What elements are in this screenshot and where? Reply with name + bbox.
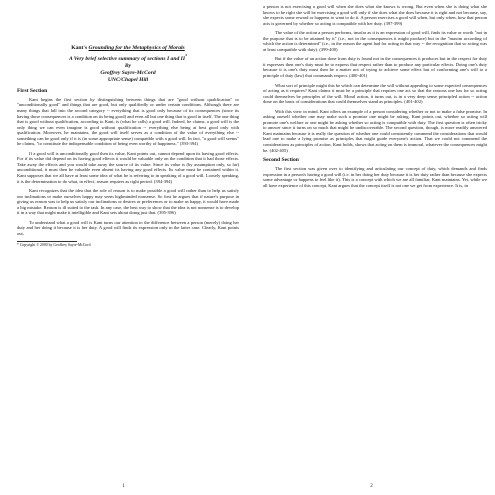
author-affiliation: UNC/Chapel Hill [107,76,149,83]
section-heading-first: First Section [17,87,48,94]
footnote-marker: * [17,243,19,248]
author-name: Geoffrey Sayre-McCord [100,69,156,76]
paragraph: If a good will is unconditionally good then its value, Kant points out, cannot depend upon its having good effects. For if its value did depend on its having good effects it would be valuable only on the condition that it had those effects. Take away the effects and you would take away the source of its value. Since its value is (by assumption only, so far) unconditional, it must then be valuable even absent its having any good effects. Its value must be contained within it. Kant supposes that we all have at least some idea of what he is referring to in speaking of a good will. Loosely speaking, it is the determination to do what, in effect, reason requires as right period. (394-394) [17,150,239,184]
document-subtitle [17,52,239,63]
right-page [248,0,495,495]
right-column [263,4,487,192]
page-number: 1 [122,484,125,489]
title-work: Grounding for the Metaphysics of Morals [88,45,185,51]
paragraph: What sort of principle might this be which can determine the will without appealing to some expected consequences of acting as it requires? Kant claims it must be a principle that requires one act so that the reasons one has for so acting could themselves be principles of the will. Moral action, it turns out, is in a very deep sense principled action -- action done on the basis of considerations that could themselves stand as principles. (401-402) [263,82,487,105]
paragraph: Kant recognizes that the idea that the role of reason is to make possible a good will rather than to help us satisfy our inclinations or make ourselves happy may seem highminded nonsense. So first he argues that if nature's purpose in giving us reason was to help us satisfy our inclinations or desires or preferences or to make us happy, it would have made a big mistake. Reason is ill suited to the task. In any case, the best way to show that the idea is not nonsense is to develop it in a way that might make it intelligible and Kant sets about doing just that. (395-396) [17,188,239,216]
by-line: By [124,62,132,69]
document-title [17,45,239,52]
section-heading-second: Second Section [263,157,299,164]
paragraph: The first section was given over to identifying and articulating our concept of duty, which demands and finds expression in a person's having a good will (i.e. in her doing her duty because it is her duty rather than because she expects some advantage or happens to feel like it). This is a concept with which we are all familiar, Kant maintains. Yet, while we all have experience of this concept, Kant argues that the concept itself is not one we get from experience. It is, in [263,166,487,188]
paragraph: To understand what a good will is Kant turns our attention to the difference between a person (merely) doing her duty and her doing it because it is her duty. A good will finds its expression only in the latter case. Clearly, Kant points out, [17,219,239,236]
paragraph: a person is not exercising a good will when she does what she knows is wrong. But even when she is doing what she knows to be right she will be exercising a good will only if she does what she does because it is right and not because, say, she expects some reward or happens to want to do it. A person exercises a good will when, but only when, how that person acts is governed by whether so acting is compatible with her duty. (397-399) [263,4,487,26]
footnote-marker: * [185,53,188,58]
left-page [0,0,247,495]
title-block [17,45,239,84]
paragraph: With this view in mind, Kant offers an example of a person considering whether or not to make a false promise. In asking oneself whether one may make such a promise one might be asking, Kant points out, whether so acting will promote one's welfare or one might be asking whether so acting is compatible with duty. The first question is often tricky to answer since it turns on so much that might be undiscoverable. The second question, though, is more readily answered Kant maintains because it is really the question of whether one could consistently commend the considerations that would lead one to make a lying promise as principles that might guide everyone's action. That we could not commend the considerations as principles of action, Kant holds, shows that acting on them is immoral, whatever the consequences might be. (402-405) [263,108,487,153]
subtitle-text: A Very brief selective summary of sections I and II [68,55,186,62]
paragraph: But if the value of an action done from duty is found not in the consequences it produces but in the respect for duty it expresses then one's duty must be to express that respect rather than to produce any particular effects. Doing one's duty because it is one's duty must then be a matter not of trying to achieve some effect but of conforming one's will to a principle of duty (law) that commands respect. (400-401) [263,56,487,79]
title-author: Kant's [71,45,88,51]
footnote [17,243,239,248]
page-number: 2 [370,484,373,489]
footnote-text: Copyright © 2000 by Geoffrey Sayre-McCord [19,243,91,248]
paragraph: Kant begins the first section by distinguishing between things that are "good without qualification" or "unconditionally good" and things that are good, but only qualifiedly or under certain conditions. Although there are many things that fall into the second category -- everything that is good only because of its consequences (since its having those consequences is a condition on its being good) and even all but one thing that is good in itself. The one thing that is good without qualification, according to Kant, is (what he calls) a good will. Indeed, he claims, a good will is the only thing we can even imagine is good without qualification -- everything else being at best good only with qualification. Moreover, he maintains, the good will itself serves as a condition of the value of everything else -- something can be good only if it is (in some appropriate sense) compatible with a good will. In fact, "a good will seems" he claims, "to constitute the indispensable condition of being even worthy of happiness." (393-394) [17,96,239,147]
paragraph: The value of the action a person performs, insofar as it is an expression of good will, finds its value or worth "not in the purpose that is to be attained by it" (i.e., not in the consequences it might produce) but in the "maxim according of which the action is determined" (i.e., in the reason the agent had for acting in that way -- the recognition that so acting was at least compatible with duty). (399-400) [263,30,487,52]
left-column [17,5,239,248]
